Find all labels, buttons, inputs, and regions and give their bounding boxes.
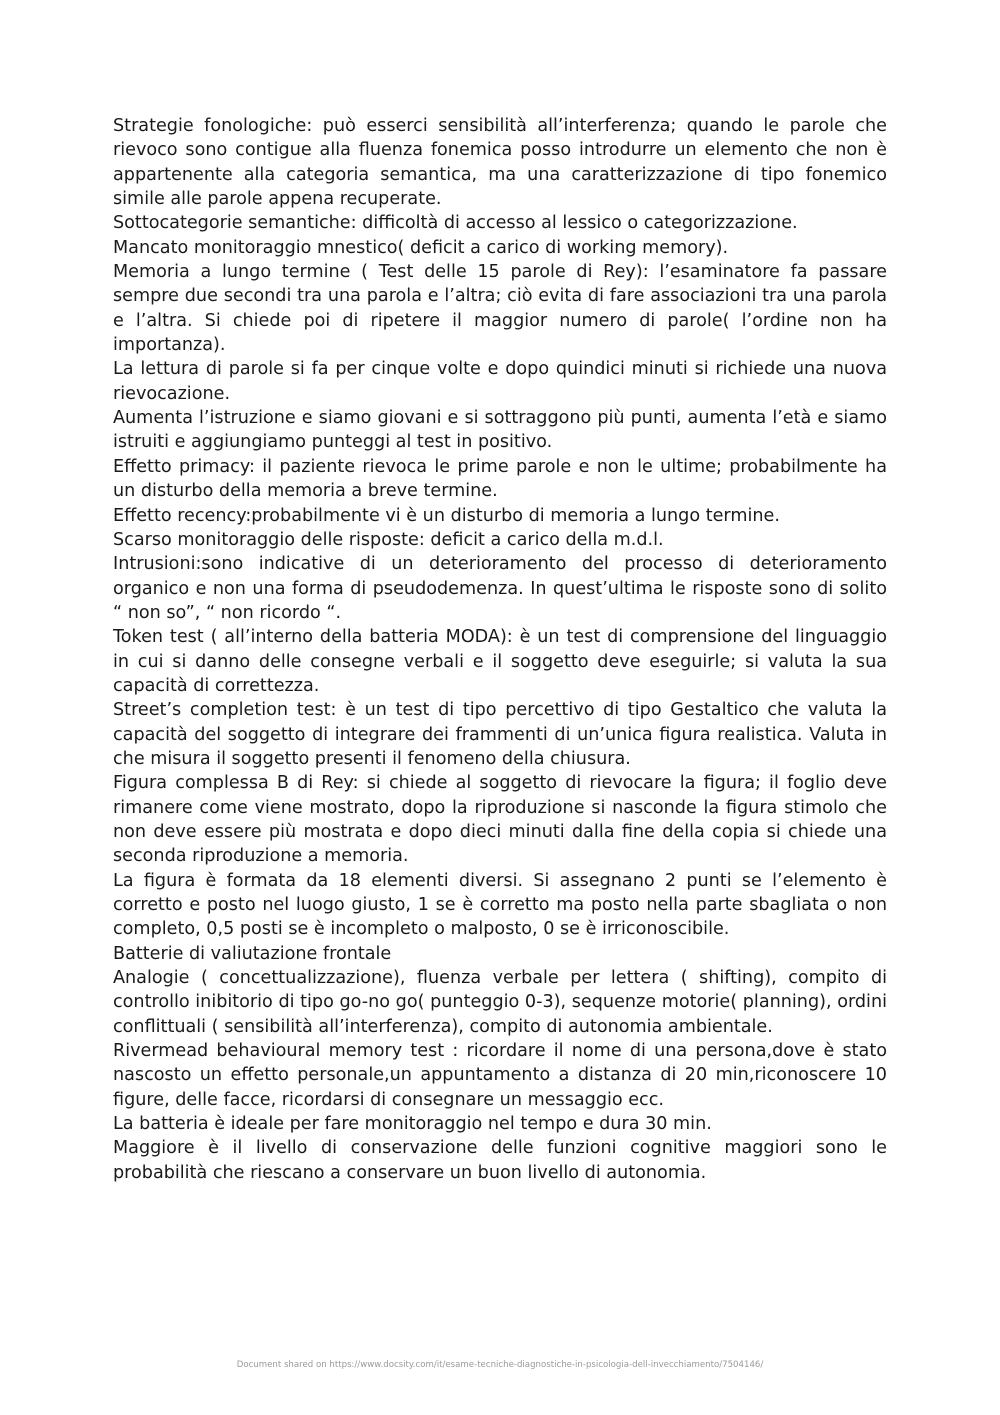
paragraph-batteria-monitoraggio: La batteria è ideale per fare monitoraggio nel tempo e dura 30 min. <box>113 1114 712 1135</box>
paragraph-effetto-recency: Effetto recency:probabilmente vi è un disturbo di memoria a lungo termine. <box>113 505 780 526</box>
paragraph-mancato-monitoraggio: Mancato monitoraggio mnestico( deficit a carico di working memory). <box>113 237 729 258</box>
paragraph-strategie-fonologiche: Strategie fonologiche: può esserci sensibilità all’interferenza; quando le parole che rievoco sono contigue alla fluenza fonemica posso introdurre un elemento che non è appartenente alla categoria semantica, ma una caratterizzazione di tipo fonemico simile alle parole appena recuperate. <box>113 116 887 210</box>
paragraph-lettura-parole: La lettura di parole si fa per cinque volte e dopo quindici minuti si richiede una nuova rievocazione. <box>113 359 887 404</box>
page-footer: Document shared on https://www.docsity.com/it/esame-tecniche-diagnostiche-in-psicologia-dell-invecchiamento/7504146/ <box>236 1360 764 1370</box>
paragraph-analogie: Analogie ( concettualizzazione), fluenza verbale per lettera ( shifting), compito di controllo inibitorio di tipo go-no go( punteggio 0-3), sequenze motorie( planning), ordini conflittuali ( sensibilità all’interferenza), compito di autonomia ambientale. <box>113 968 887 1037</box>
paragraph-effetto-primacy: Effetto primacy: il paziente rievoca le prime parole e non le ultime; probabilmente ha un disturbo della memoria a breve termine. <box>113 456 887 502</box>
paragraph-sottocategorie-semantiche: Sottocategorie semantiche: difficoltà di accesso al lessico o categorizzazione. <box>113 213 798 234</box>
paragraph-token-test: Token test ( all’interno della batteria MODA): è un test di comprensione del linguaggio in cui si danno delle consegne verbali e il soggetto deve eseguirle; si valuta la sua capacità di correttezza. <box>113 627 887 696</box>
paragraph-street-completion-test: Street’s completion test: è un test di tipo percettivo di tipo Gestaltico che valuta la capacità del soggetto di integrare dei frammenti di un’unica figura realistica. Valuta in che misura il soggetto presenti il fenomeno della chiusura. <box>113 700 887 769</box>
paragraph-istruzione-eta: Aumenta l’istruzione e siamo giovani e si sottraggono più punti, aumenta l’età e siamo istruiti e aggiungiamo punteggi al test in positivo. <box>113 408 887 453</box>
paragraph-figura-complessa-rey: Figura complessa B di Rey: si chiede al soggetto di rievocare la figura; il foglio deve rimanere come viene mostrato, dopo la riproduzione si nasconde la figura stimolo che non deve essere più mostrata e dopo dieci minuti dalla fine della copia si chiede una seconda riproduzione a memoria. <box>113 773 887 867</box>
paragraph-conservazione-funzioni: Maggiore è il livello di conservazione delle funzioni cognitive maggiori sono le probabilità che riescano a conservare un buon livello di autonomia. <box>113 1138 887 1183</box>
document-body <box>113 114 887 1185</box>
paragraph-rivermead: Rivermead behavioural memory test : ricordare il nome di una persona,dove è stato nascosto un effetto personale,un appuntamento a distanza di 20 min,riconoscere 10 figure, delle facce, ricordarsi di consegnare un messaggio ecc. <box>113 1041 887 1110</box>
paragraph-batterie-frontale: Batterie di valiutazione frontale <box>113 943 392 964</box>
paragraph-figura-punteggio: La figura è formata da 18 elementi diversi. Si assegnano 2 punti se l’elemento è corretto e posto nel luogo giusto, 1 se è corretto ma posto nella parte sbagliata o non completo, 0,5 posti se è incompleto o malposto, 0 se è irriconoscibile. <box>113 870 887 940</box>
paragraph-intrusioni: Intrusioni:sono indicative di un deterioramento del processo di deterioramento organico e non una forma di pseudodemenza. In quest’ultima le risposte sono di solito “ non so”, “ non ricordo “. <box>113 554 887 623</box>
paragraph-scarso-monitoraggio: Scarso monitoraggio delle risposte: deficit a carico della m.d.l. <box>113 529 664 550</box>
paragraph-memoria-lungo-termine: Memoria a lungo termine ( Test delle 15 parole di Rey): l’esaminatore fa passare sempre due secondi tra una parola e l’altra; ciò evita di fare associazioni tra una parola e l’altra. Si chiede poi di ripetere il maggior numero di parole( l’ordine non ha importanza). <box>113 262 887 356</box>
